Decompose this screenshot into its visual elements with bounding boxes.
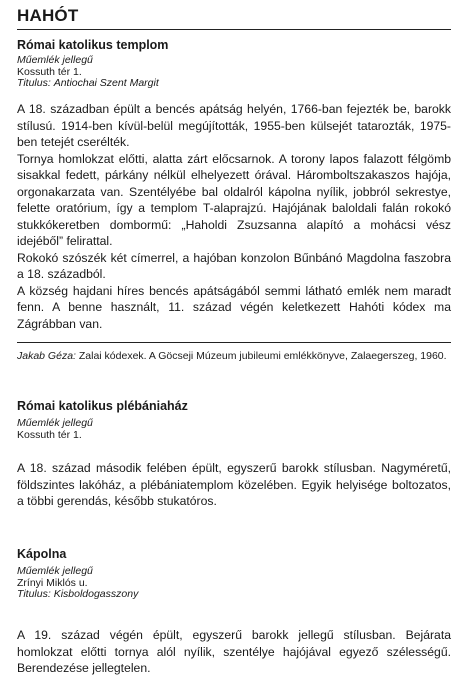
monument-status: Műemlék jellegű (17, 54, 93, 66)
paragraph: A 18. században épült a bencés apátság helyén, 1766-ban fejezték be, barokk stílusú. 1914-ben kívül-belül megújították, 1955-ben külsejét tatarozták, 1975-ben tetejét cserélték. (17, 102, 451, 149)
section-title-templom: Római katolikus templom (17, 38, 169, 52)
section-title-plebaniahaz: Római katolikus plébániaház (17, 399, 188, 413)
title-rule (17, 29, 451, 30)
titulus-label: Titulus: (17, 77, 51, 89)
paragraph: A 19. század végén épült, egyszerű barokk jellegű stílusban. Bejárata homlokzat előtti tornya alól nyílik, szentélye hajójával egyező szélességű. Berendezése jellegtelen. (17, 628, 451, 675)
section-meta-kapolna (17, 566, 138, 601)
paragraph: A község hajdani híres bencés apátságából semmi látható emlék nem maradt fenn. A benne használt, 11. század végén keletkezett Hahóti kódex ma Zágrábban van. (17, 283, 451, 331)
monument-status: Műemlék jellegű (17, 417, 93, 429)
titulus-value: Antiochai Szent Margit (53, 77, 159, 89)
section-body-templom (17, 101, 451, 332)
paragraph: Tornya homlokzat előtti, alatta zárt előcsarnok. A torony lapos falazott félgömb sisakkal fedett, párkány nélkül elhelyezett órával. Háromboltszakaszos hajója, orgonakarzata van. Szentélyébe bal oldalról kápolna nyílik, jobbról sekrestye, felette oratórium, így a templom T-alaprajzú. Hajójának baloldali falán rokokó stukkókeretben dombormű: „Haholdi Zsuzsanna alapító a mohácsi vész idejéből” felirattal. (17, 151, 451, 248)
section-body-kapolna (17, 627, 451, 677)
reference-author: Jakab Géza: (17, 350, 76, 362)
reference-rule (17, 342, 451, 343)
titulus-line (17, 78, 159, 90)
titulus-label: Titulus: (17, 588, 51, 600)
address: Kossuth tér 1. (17, 65, 82, 78)
town-title: HAHÓT (17, 6, 79, 25)
monument-status: Műemlék jellegű (17, 565, 93, 577)
address: Zrínyi Miklós u. (17, 576, 88, 589)
address: Kossuth tér 1. (17, 428, 82, 441)
section-meta-templom (17, 55, 159, 90)
section-meta-plebaniahaz (17, 418, 93, 441)
paragraph: Rokokó szószék két címerrel, a hajóban konzolon Bűnbánó Magdolna faszobra a 18. századból. (17, 250, 451, 281)
paragraph: A 18. század második felében épült, egyszerű barokk stílusban. Nagyméretű, földszintes lakóház, a plébániatemplom közelében. Egyik helyisége boltozatos, a többi gerendás, később stukatóros. (17, 461, 451, 508)
section-title-kapolna: Kápolna (17, 547, 67, 561)
titulus-value: Kisboldogasszony (53, 588, 139, 600)
titulus-line (17, 589, 138, 601)
reference-text: Zalai kódexek. A Göcseji Múzeum jubileumi emlékkönyve, Zalaegerszeg, 1960. (78, 350, 447, 362)
section-body-plebaniahaz (17, 460, 451, 510)
reference (17, 349, 451, 363)
